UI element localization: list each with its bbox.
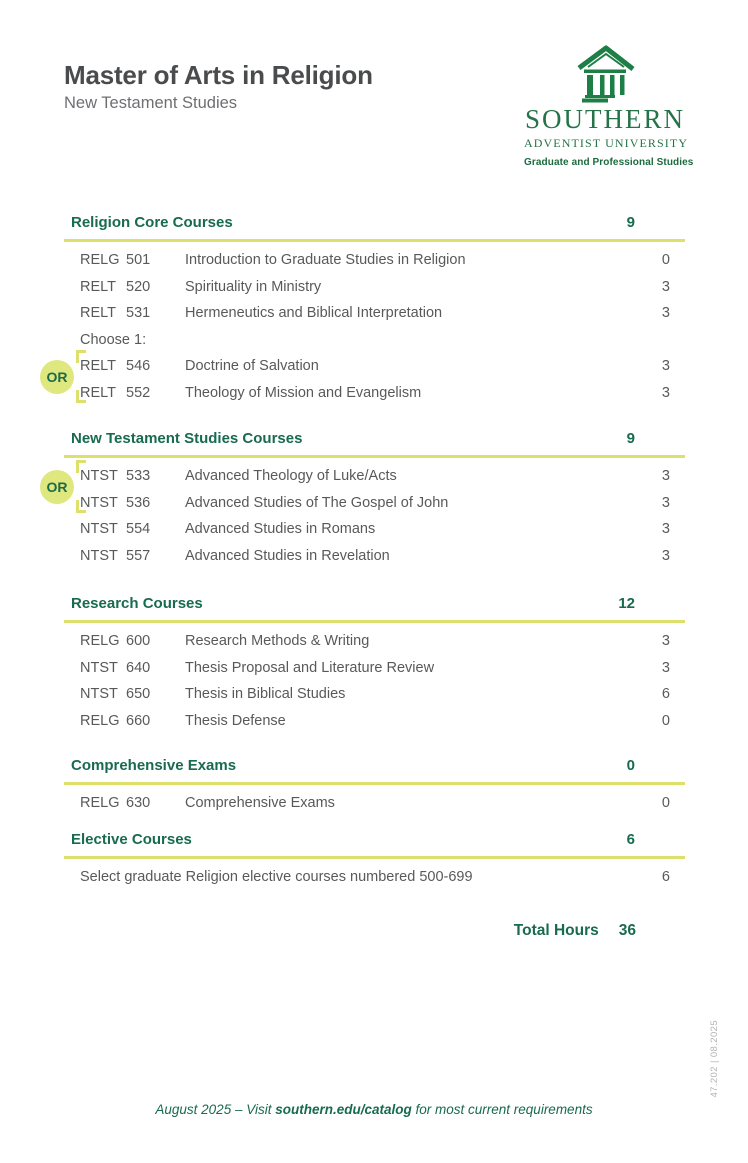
course-hours: 3 — [661, 278, 670, 295]
course-number: 536 — [126, 494, 151, 511]
course-row — [64, 516, 685, 543]
course-hours: 3 — [661, 305, 670, 322]
course-title: Advanced Theology of Luke/Acts — [185, 468, 397, 485]
section-header — [64, 430, 685, 452]
or-bracket-top — [76, 460, 86, 473]
course-row — [64, 628, 685, 655]
section-rows — [64, 790, 685, 817]
course-code — [80, 660, 185, 676]
course-section — [64, 831, 685, 891]
section-rows — [64, 628, 685, 734]
section-header — [64, 595, 685, 617]
or-bracket-top — [76, 350, 86, 363]
elective-note-row — [64, 864, 685, 891]
section-divider — [64, 856, 685, 859]
footer-text-prefix: August 2025 – Visit — [155, 1102, 276, 1117]
section-rows — [46, 247, 685, 406]
section-title: Comprehensive Exams — [71, 757, 237, 774]
course-hours: 6 — [661, 869, 670, 886]
course-dept: RELT — [80, 358, 116, 375]
course-title: Research Methods & Writing — [185, 633, 370, 650]
course-section — [64, 595, 685, 734]
course-hours: 3 — [661, 659, 670, 676]
course-row — [64, 490, 685, 517]
section-hours: 9 — [626, 214, 635, 231]
section-divider — [64, 782, 685, 785]
course-hours: 6 — [661, 686, 670, 703]
course-dept: RELT — [80, 278, 116, 295]
course-number: 600 — [126, 633, 151, 650]
course-dept: RELG — [80, 633, 120, 650]
course-title: Introduction to Graduate Studies in Religion — [185, 252, 466, 269]
course-number: 650 — [126, 686, 151, 703]
footer-text-suffix: for most current requirements — [411, 1102, 593, 1117]
section-title: New Testament Studies Courses — [71, 430, 303, 447]
section-rows — [46, 463, 685, 569]
course-row — [64, 274, 685, 301]
course-hours: 3 — [661, 468, 670, 485]
course-row — [64, 247, 685, 274]
course-number: 520 — [126, 278, 151, 295]
course-title: Advanced Studies in Revelation — [185, 547, 390, 564]
course-number: 640 — [126, 659, 151, 676]
section-header — [64, 757, 685, 779]
course-number: 552 — [126, 384, 151, 401]
course-code — [80, 305, 185, 321]
course-dept: RELG — [80, 252, 120, 269]
course-code — [80, 548, 185, 564]
course-row — [64, 708, 685, 735]
section-header — [64, 831, 685, 853]
course-row — [46, 353, 685, 385]
course-dept: NTST — [80, 521, 118, 538]
course-number: 501 — [126, 252, 151, 269]
course-title: Thesis Defense — [185, 712, 286, 729]
course-number: 533 — [126, 468, 151, 485]
course-row — [64, 543, 685, 570]
course-code — [80, 713, 185, 729]
course-dept: RELT — [80, 384, 116, 401]
course-section — [46, 430, 685, 569]
course-dept: RELT — [80, 305, 116, 322]
course-code — [80, 385, 185, 401]
course-number: 630 — [126, 795, 151, 812]
section-hours: 12 — [618, 595, 635, 612]
total-hours — [64, 922, 685, 940]
or-circle: OR — [40, 470, 74, 504]
logo-wordmark-sub: ADVENTIST UNIVERSITY — [524, 136, 689, 150]
course-dept: NTST — [80, 494, 118, 511]
total-hours-label: Total Hours — [513, 922, 599, 939]
catalog-link[interactable]: southern.edu/catalog — [275, 1102, 412, 1117]
section-header — [64, 214, 685, 236]
section-hours: 0 — [626, 757, 635, 774]
course-hours: 3 — [661, 547, 670, 564]
course-code — [80, 633, 185, 649]
course-code — [80, 468, 185, 484]
course-row — [64, 380, 685, 407]
course-code — [80, 495, 185, 511]
course-title: Spirituality in Ministry — [185, 278, 322, 295]
section-title: Elective Courses — [71, 831, 192, 848]
program-emphasis: New Testament Studies — [64, 94, 238, 112]
section-hours: 6 — [626, 831, 635, 848]
course-dept: NTST — [80, 659, 118, 676]
course-hours: 3 — [661, 384, 670, 401]
course-title: Doctrine of Salvation — [185, 358, 319, 375]
elective-note: Select graduate Religion elective courses numbered 500-699 — [80, 869, 473, 886]
course-title: Thesis Proposal and Literature Review — [185, 659, 435, 676]
course-code — [80, 795, 185, 811]
course-hours: 0 — [661, 252, 670, 269]
course-title: Hermeneutics and Biblical Interpretation — [185, 305, 443, 322]
course-row — [64, 300, 685, 327]
course-title: Advanced Studies of The Gospel of John — [185, 494, 449, 511]
course-code — [80, 279, 185, 295]
course-title: Thesis in Biblical Studies — [185, 686, 346, 703]
section-divider — [64, 620, 685, 623]
course-code — [80, 252, 185, 268]
section-divider — [64, 455, 685, 458]
course-row — [64, 655, 685, 682]
course-hours: 0 — [661, 795, 670, 812]
section-rows — [64, 864, 685, 891]
course-dept: NTST — [80, 547, 118, 564]
course-hours: 0 — [661, 712, 670, 729]
program-title: Master of Arts in Religion — [64, 60, 373, 90]
choose-label: Choose 1: — [80, 331, 147, 348]
choose-label-row — [64, 327, 685, 354]
footer-note — [0, 1102, 748, 1117]
course-title: Theology of Mission and Evangelism — [185, 384, 422, 401]
course-title: Advanced Studies in Romans — [185, 521, 376, 538]
course-number: 546 — [126, 358, 151, 375]
or-circle: OR — [40, 360, 74, 394]
course-row — [64, 681, 685, 708]
logo-wordmark: SOUTHERN — [524, 104, 685, 134]
total-hours-value: 36 — [618, 922, 636, 939]
course-title: Comprehensive Exams — [185, 795, 335, 812]
section-divider — [64, 239, 685, 242]
course-number: 557 — [126, 547, 151, 564]
course-row — [46, 463, 685, 495]
course-dept: NTST — [80, 468, 118, 485]
course-hours: 3 — [661, 358, 670, 375]
course-dept: RELG — [80, 795, 120, 812]
course-hours: 3 — [661, 494, 670, 511]
course-code — [80, 686, 185, 702]
section-title: Research Courses — [71, 595, 203, 612]
course-number: 531 — [126, 305, 151, 322]
course-row — [64, 790, 685, 817]
logo-division: Graduate and Professional Studies — [524, 157, 694, 168]
course-section — [46, 214, 685, 406]
document-version: 47.202 | 08.2025 — [709, 1020, 720, 1098]
course-number: 554 — [126, 521, 151, 538]
course-dept: NTST — [80, 686, 118, 703]
course-hours: 3 — [661, 521, 670, 538]
course-code — [80, 358, 185, 374]
section-hours: 9 — [626, 430, 635, 447]
course-dept: RELG — [80, 712, 120, 729]
course-hours: 3 — [661, 633, 670, 650]
course-code — [80, 521, 185, 537]
section-title: Religion Core Courses — [71, 214, 233, 231]
course-number: 660 — [126, 712, 151, 729]
course-section — [64, 757, 685, 817]
